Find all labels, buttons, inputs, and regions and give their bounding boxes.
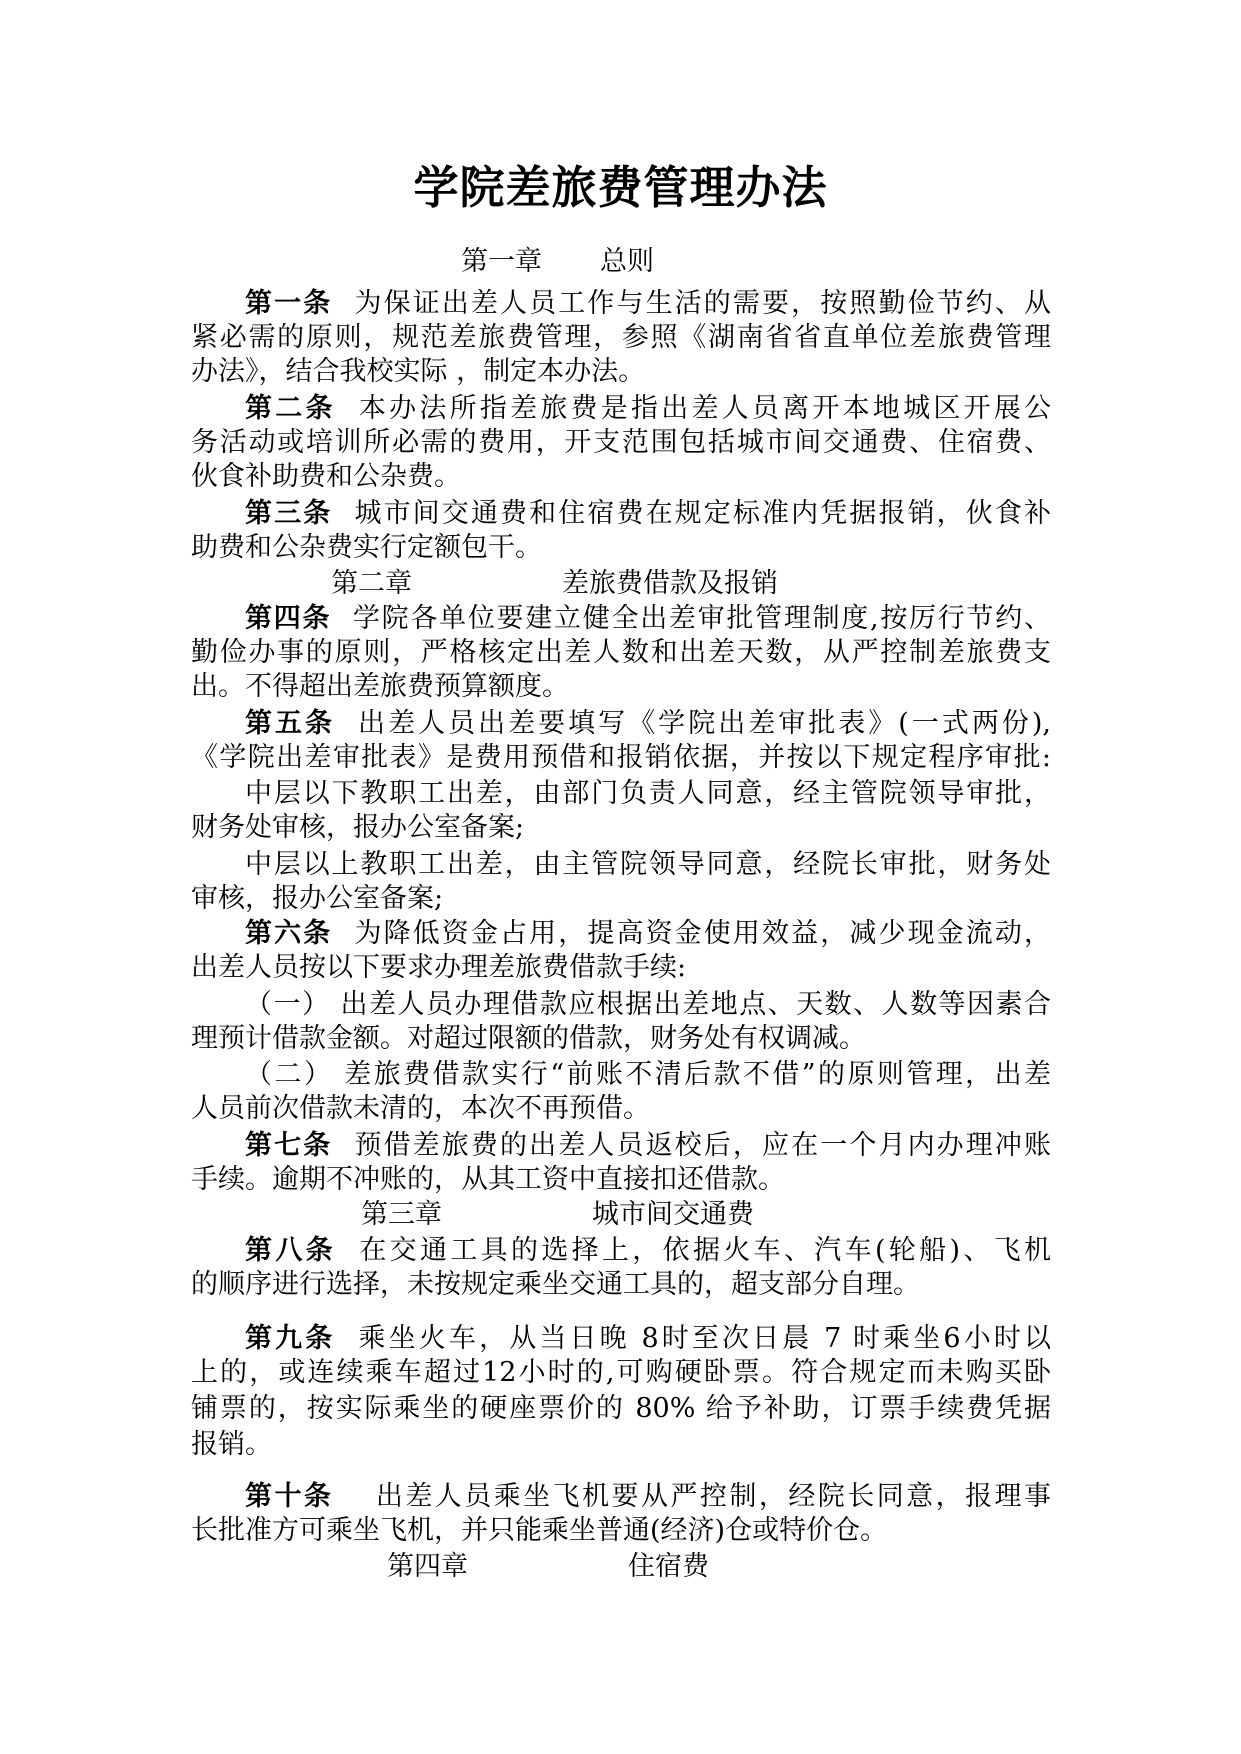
article-5-line-1 xyxy=(245,706,1051,742)
chapter-name: 城市间交通费 xyxy=(592,1199,754,1230)
article-label: 第十条 xyxy=(245,1481,334,1512)
article-text-line: 办法》，结合我校实际 ，制定本办法。 xyxy=(191,356,646,387)
article-text-line: 勤俭办事的原则，严格核定出差人数和出差天数，从严控制差旅费支 xyxy=(191,637,1051,668)
article-text-line: 上的，或连续乘车超过12小时的,可购硬卧票。符合规定而未购买卧 xyxy=(191,1357,1051,1388)
article-label: 第六条 xyxy=(245,918,333,949)
chapter-name: 差旅费借款及报销 xyxy=(562,568,778,599)
article-text-line: （二） 差旅费借款实行“前账不清后款不借”的原则管理，出差 xyxy=(245,1059,1051,1090)
chapter-label: 第一章 xyxy=(461,246,542,277)
article-2-line-1 xyxy=(245,391,1051,427)
article-label: 第五条 xyxy=(245,708,336,739)
chapter-name: 总则 xyxy=(600,246,654,277)
article-text-line: 紧必需的原则，规范差旅费管理，参照《湖南省省直单位差旅费管理 xyxy=(191,322,1051,353)
chapter-label: 第三章 xyxy=(361,1199,442,1230)
article-text-line: 务活动或培训所必需的费用，开支范围包括城市间交通费、住宿费、 xyxy=(191,427,1051,458)
article-label: 第三条 xyxy=(245,498,333,529)
article-label: 第七条 xyxy=(245,1130,333,1161)
document-title: 学院差旅费管理办法 xyxy=(413,161,828,214)
article-text-line: 审核，报办公室备案; xyxy=(191,883,444,914)
article-text-line: 出。不得超出差旅费预算额度。 xyxy=(191,671,569,702)
chapter-label: 第四章 xyxy=(387,1551,468,1582)
article-9-line-1 xyxy=(245,1321,1051,1357)
article-text: 城市间交通费和住宿费在规定标准内凭据报销，伙食补 xyxy=(352,498,1052,529)
article-text-line: 伙食补助费和公杂费。 xyxy=(191,461,461,492)
article-text-line: 报销。 xyxy=(191,1429,272,1460)
article-text-line: 理预计借款金额。对超过限额的借款，财务处有权调减。 xyxy=(191,1023,866,1054)
article-8-line-1 xyxy=(245,1233,1051,1269)
article-text-line: 中层以下教职工出差，由部门负责人同意，经主管院领导审批， xyxy=(245,778,1051,809)
article-text-line: 出差人员按以下要求办理差旅费借款手续: xyxy=(191,952,687,983)
chapter-heading-2 xyxy=(331,566,778,602)
article-text-line: 的顺序进行选择，未按规定乘坐交通工具的，超支部分自理。 xyxy=(191,1269,920,1300)
article-text: 为保证出差人员工作与生活的需要，按照勤俭节约、从 xyxy=(352,288,1052,319)
chapter-heading-4 xyxy=(387,1549,709,1585)
article-4-line-1 xyxy=(245,601,1051,637)
article-text-line: （一） 出差人员办理借款应根据出差地点、天数、人数等因素合 xyxy=(245,989,1051,1020)
article-label: 第八条 xyxy=(245,1235,336,1266)
article-label: 第九条 xyxy=(245,1323,336,1354)
article-text: 乘坐火车，从当日晚 8时至次日晨 7 时乘坐6小时以 xyxy=(355,1323,1051,1354)
article-6-line-1 xyxy=(245,916,1051,952)
article-7-line-1 xyxy=(245,1128,1051,1164)
article-label: 第二条 xyxy=(245,393,336,424)
chapter-name: 住宿费 xyxy=(628,1551,709,1582)
article-text-line: 手续。逾期不冲账的，从其工资中直接扣还借款。 xyxy=(191,1164,785,1195)
article-text: 为降低资金占用，提高资金使用效益，减少现金流动， xyxy=(352,918,1052,949)
article-text-line: 铺票的，按实际乘坐的硬座票价的 80% 给予补助，订票手续费凭据 xyxy=(191,1393,1051,1424)
article-1-line-1 xyxy=(245,286,1051,322)
article-3-line-1 xyxy=(245,496,1051,532)
article-10-line-1 xyxy=(245,1479,1051,1515)
article-text-line: 助费和公杂费实行定额包干。 xyxy=(191,532,542,563)
article-text: 预借差旅费的出差人员返校后，应在一个月内办理冲账 xyxy=(352,1130,1052,1161)
article-text-line: 长批准方可乘坐飞机，并只能乘坐普通(经济)仓或特价仓。 xyxy=(191,1515,888,1546)
article-label: 第四条 xyxy=(245,603,332,634)
article-text: 出差人员乘坐飞机要从严控制，经院长同意，报理事 xyxy=(373,1481,1052,1512)
article-text-line: 财务处审核，报办公室备案; xyxy=(191,812,525,843)
article-text-line: 中层以上教职工出差，由主管院领导同意，经院长审批，财务处 xyxy=(245,849,1051,880)
chapter-heading-1 xyxy=(461,244,654,280)
article-text: 学院各单位要建立健全出差审批管理制度,按厉行节约、 xyxy=(351,603,1051,634)
article-text-line: 人员前次借款未清的，本次不再预借。 xyxy=(191,1093,650,1124)
article-text-line: 《学院出差审批表》是费用预借和报销依据，并按以下规定程序审批: xyxy=(191,742,1051,773)
article-text: 在交通工具的选择上，依据火车、汽车(轮船)、飞机 xyxy=(356,1235,1051,1266)
article-text: 出差人员出差要填写《学院出差审批表》(一式两份), xyxy=(355,708,1052,739)
chapter-label: 第二章 xyxy=(331,568,412,599)
article-label: 第一条 xyxy=(245,288,333,319)
chapter-heading-3 xyxy=(361,1197,754,1233)
article-text: 本办法所指差旅费是指出差人员离开本地城区开展公 xyxy=(355,393,1052,424)
